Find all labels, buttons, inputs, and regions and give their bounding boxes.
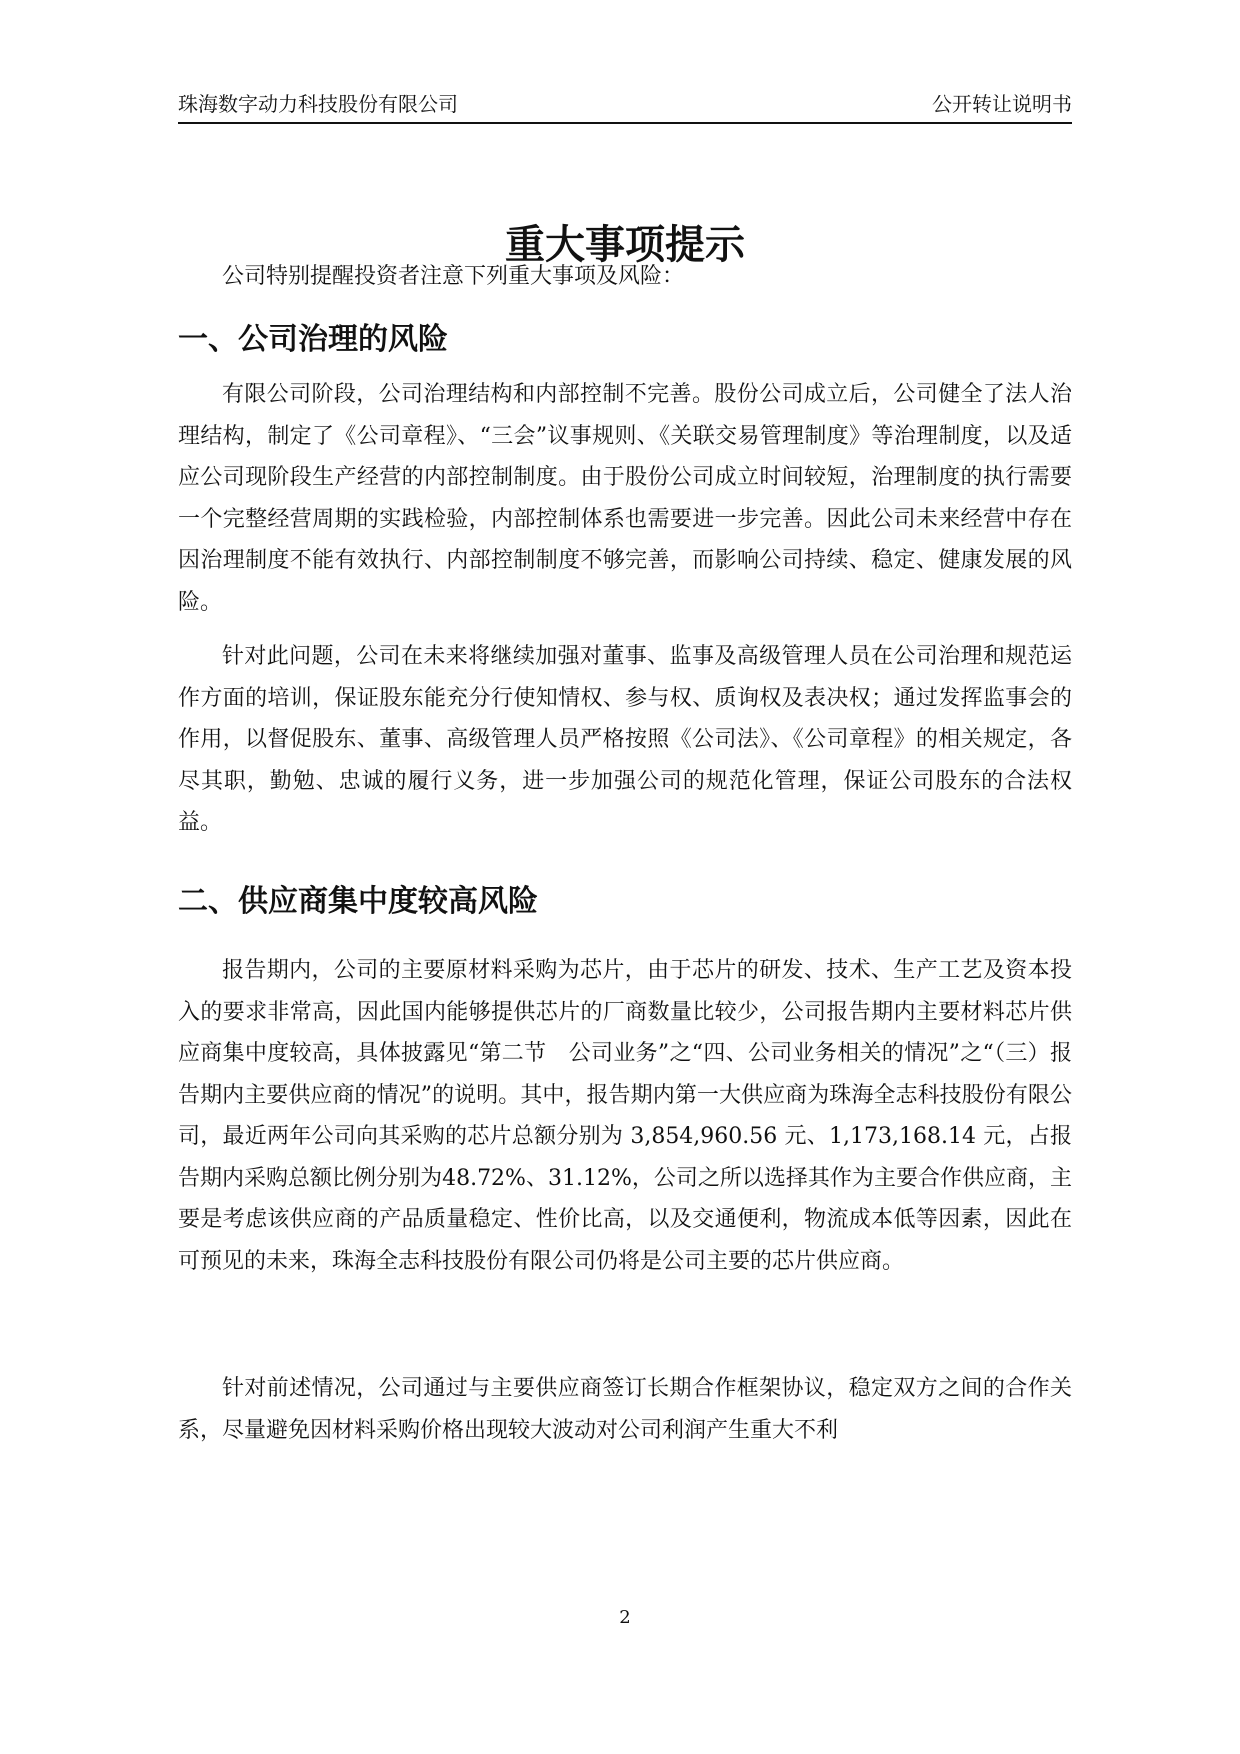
header-document-type: 公开转让说明书 bbox=[932, 92, 1072, 116]
header-divider bbox=[178, 122, 1072, 124]
section-2-paragraph-1: 报告期内，公司的主要原材料采购为芯片，由于芯片的研发、技术、生产工艺及资本投入的要求非常高，因此国内能够提供芯片的厂商数量比较少，公司报告期内主要材料芯片供应商集中度较高，具体披露见“第二节 公司业务”之“四、公司业务相关的情况”之“（三）报告期内主要供应商的情况”的说明。其中，报告期内第一大供应商为珠海全志科技股份有限公司，最近两年公司向其采购的芯片总额分别为 3,854,960.56 元、1,173,168.14 元，占报告期内采购总额比例分别为48.72%、31.12%，公司之所以选择其作为主要合作供应商，主要是考虑该供应商的产品质量稳定、性价比高，以及交通便利，物流成本低等因素，因此在可预见的未来，珠海全志科技股份有限公司仍将是公司主要的芯片供应商。 bbox=[178, 958, 1072, 1274]
section-2-heading: 二、供应商集中度较高风险 bbox=[178, 884, 538, 919]
section-1-paragraph-2: 针对此问题，公司在未来将继续加强对董事、监事及高级管理人员在公司治理和规范运作方面的培训，保证股东能充分行使知情权、参与权、质询权及表决权；通过发挥监事会的作用，以督促股东、董事、高级管理人员严格按照《公司法》、《公司章程》的相关规定，各尽其职，勤勉、忠诚的履行义务，进一步加强公司的规范化管理，保证公司股东的合法权益。 bbox=[178, 644, 1072, 835]
page-title: 重大事项提示 bbox=[505, 221, 745, 268]
page-header bbox=[178, 86, 1072, 122]
header-company-name: 珠海数字动力科技股份有限公司 bbox=[178, 92, 458, 116]
page-number: 2 bbox=[619, 1607, 631, 1628]
intro-paragraph: 公司特别提醒投资者注意下列重大事项及风险： bbox=[222, 264, 685, 289]
section-1-heading: 一、公司治理的风险 bbox=[178, 322, 448, 357]
section-1-paragraph-1: 有限公司阶段，公司治理结构和内部控制不完善。股份公司成立后，公司健全了法人治理结构，制定了《公司章程》、“三会”议事规则、《关联交易管理制度》等治理制度，以及适应公司现阶段生产经营的内部控制制度。由于股份公司成立时间较短，治理制度的执行需要一个完整经营周期的实践检验，内部控制体系也需要进一步完善。因此公司未来经营中存在因治理制度不能有效执行、内部控制制度不够完善，而影响公司持续、稳定、健康发展的风险。 bbox=[178, 382, 1072, 615]
section-2-paragraph-2: 针对前述情况，公司通过与主要供应商签订长期合作框架协议，稳定双方之间的合作关系，尽量避免因材料采购价格出现较大波动对公司利润产生重大不利 bbox=[178, 1376, 1072, 1443]
